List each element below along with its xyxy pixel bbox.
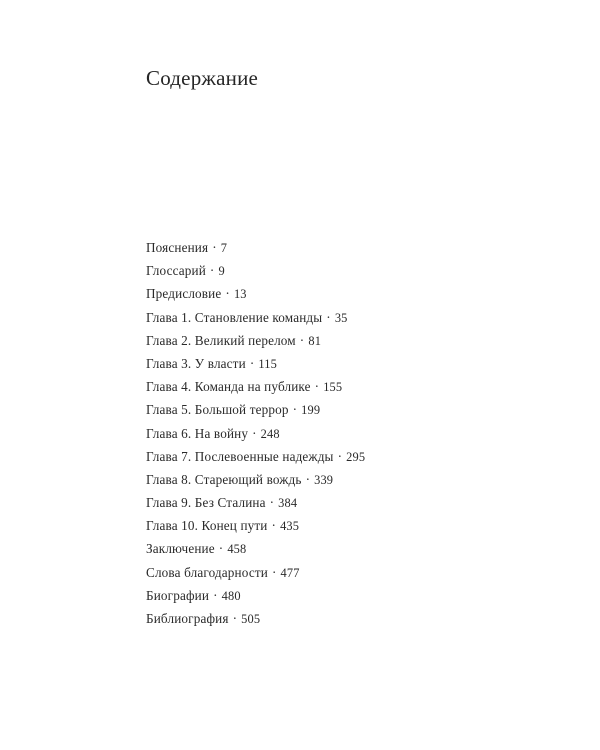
- toc-entry-label: Глава 5. Большой террор: [146, 402, 289, 418]
- toc-entry-label: Глава 9. Без Сталина: [146, 495, 266, 511]
- toc-entry: [146, 561, 365, 584]
- toc-entry-label: Предисловие: [146, 286, 222, 302]
- toc-entry-page: 35: [334, 310, 348, 325]
- page-title: Содержание: [146, 66, 259, 90]
- toc-entry: [146, 375, 365, 398]
- toc-separator: ·: [305, 471, 311, 487]
- toc-separator: ·: [271, 518, 277, 534]
- toc-entry-page: 81: [308, 333, 322, 348]
- toc-separator: ·: [249, 355, 255, 371]
- toc-entry-page: 248: [260, 426, 280, 441]
- toc-separator: ·: [213, 587, 218, 603]
- toc-entry-label: Глава 1. Становление команды: [146, 309, 323, 325]
- toc-entry: [146, 584, 365, 607]
- toc-entry-page: 115: [258, 356, 277, 371]
- toc-entry-label: Биографии: [146, 587, 210, 603]
- toc-entry-label: Глава 2. Великий перелом: [146, 332, 296, 348]
- toc-separator: ·: [314, 379, 320, 395]
- toc-entry-page: 384: [278, 496, 298, 511]
- toc-entry: [146, 445, 365, 468]
- toc-entry: [146, 537, 365, 560]
- toc-entry-page: 458: [227, 542, 247, 557]
- toc-entry-page: 13: [233, 287, 247, 302]
- toc-entry: [146, 282, 365, 305]
- toc-entry-page: 7: [220, 241, 228, 255]
- toc-entry-page: 480: [221, 588, 241, 603]
- toc-entry-label: Глава 7. Послевоенные надежды: [146, 448, 334, 464]
- toc-entry: [146, 352, 365, 375]
- table-of-contents: [146, 236, 365, 630]
- toc-entry: [146, 236, 365, 259]
- toc-entry-label: Глава 6. На войну: [146, 425, 249, 441]
- toc-entry-label: Глоссарий: [146, 263, 206, 279]
- toc-entry: [146, 306, 365, 329]
- toc-entry-page: 155: [323, 380, 343, 395]
- toc-separator: ·: [337, 448, 343, 464]
- toc-entry: [146, 514, 365, 537]
- toc-entry-page: 505: [241, 612, 261, 626]
- toc-separator: ·: [209, 263, 215, 279]
- toc-entry-page: 295: [346, 449, 366, 464]
- toc-entry: [146, 398, 365, 421]
- toc-entry-label: Слова благодарности: [146, 564, 268, 580]
- toc-entry-page: 477: [280, 565, 300, 580]
- toc-entry: [146, 491, 365, 514]
- toc-separator: ·: [225, 286, 230, 302]
- toc-entry-page: 9: [218, 264, 225, 279]
- toc-entry-page: 199: [301, 403, 321, 418]
- toc-separator: ·: [299, 332, 305, 348]
- toc-entry: [146, 329, 365, 352]
- toc-entry-label: Заключение: [146, 541, 215, 557]
- toc-entry: [146, 422, 365, 445]
- toc-entry: [146, 607, 365, 630]
- toc-separator: ·: [326, 309, 331, 325]
- toc-separator: ·: [212, 240, 217, 255]
- toc-separator: ·: [271, 564, 277, 580]
- toc-separator: ·: [269, 495, 275, 511]
- toc-separator: ·: [232, 611, 238, 626]
- toc-separator: ·: [292, 402, 298, 418]
- toc-entry-label: Глава 10. Конец пути: [146, 518, 268, 534]
- toc-entry-label: Библиография: [146, 611, 229, 626]
- toc-entry-label: Глава 8. Стареющий вождь: [146, 471, 302, 487]
- toc-separator: ·: [252, 425, 257, 441]
- toc-separator: ·: [218, 541, 224, 557]
- toc-entry-page: 435: [280, 519, 300, 534]
- toc-entry: [146, 259, 365, 282]
- toc-entry: [146, 468, 365, 491]
- toc-entry-label: Глава 3. У власти: [146, 355, 246, 371]
- toc-entry-label: Глава 4. Команда на публике: [146, 379, 311, 395]
- toc-entry-page: 339: [314, 472, 334, 487]
- toc-entry-label: Пояснения: [146, 240, 209, 255]
